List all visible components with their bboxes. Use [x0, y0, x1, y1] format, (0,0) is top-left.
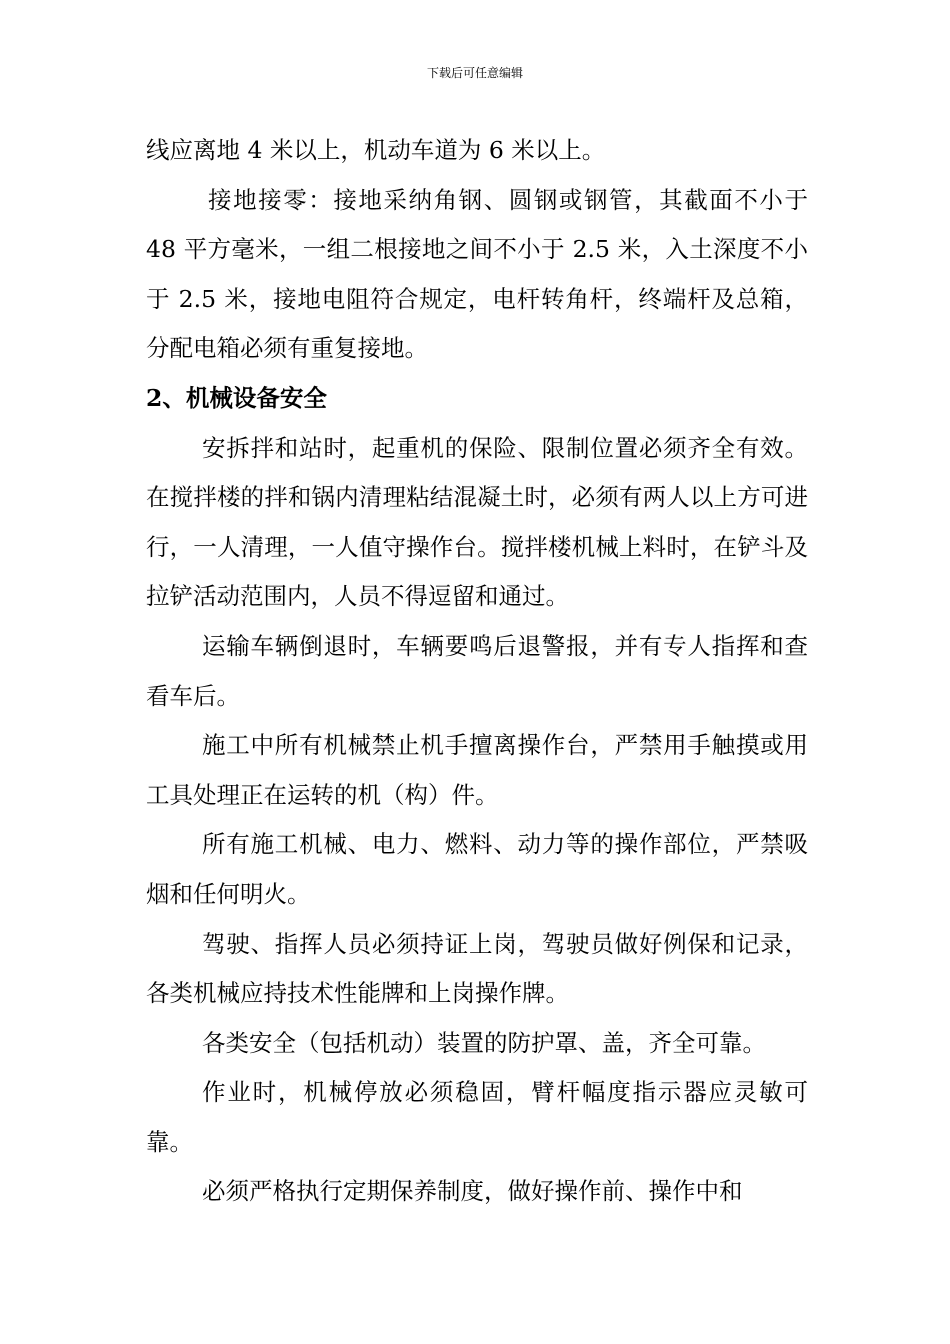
- paragraph-no-smoking: 所有施工机械、电力、燃料、动力等的操作部位，严禁吸烟和任何明火。: [146, 830, 808, 908]
- paragraph-overhead-line: 线应离地 4 米以上，机动车道为 6 米以上。: [146, 136, 606, 164]
- paragraph-certified-operators: 驾驶、指挥人员必须持证上岗，驾驶员做好例保和记录，各类机械应持技术性能牌和上岗操作牌。: [146, 929, 808, 1008]
- paragraph-mixing-station: 安拆拌和站时，起重机的保险、限制位置必须齐全有效。在搅拌楼的拌和锅内清理粘结混凝土时，必须有两人以上方可进行，一人清理，一人值守操作台。搅拌楼机械上料时，在铲斗及拉铲活动范围内，人员不得逗留和通过。: [146, 433, 808, 611]
- paragraph-safety-guards: 各类安全（包括机动）装置的防护罩、盖，齐全可靠。: [202, 1028, 766, 1057]
- paragraph-grounding: 接地接零：接地采纳角钢、圆钢或钢管，其截面不小于 48 平方毫米，一组二根接地之间不小于 2.5 米，入土深度不小于 2.5 米，接地电阻符合规定，电杆转角杆，终端杆及总箱，分配电箱必须有重复接地。: [146, 185, 808, 363]
- paragraph-operator-station: 施工中所有机械禁止机手擅离操作台，严禁用手触摸或用工具处理正在运转的机（构）件。: [146, 731, 808, 809]
- document-body: [146, 126, 808, 1217]
- page-header-note: 下载后可任意编辑: [426, 66, 523, 80]
- paragraph-vehicle-reversing: 运输车辆倒退时，车辆要鸣后退警报，并有专人指挥和查看车后。: [146, 631, 808, 710]
- paragraph-machine-parking: 作业时，机械停放必须稳固，臂杆幅度指示器应灵敏可靠。: [146, 1078, 808, 1156]
- section-heading-machinery-safety: 2、机械设备安全: [146, 383, 327, 412]
- paragraph-maintenance: 必须严格执行定期保养制度，做好操作前、操作中和: [202, 1177, 743, 1206]
